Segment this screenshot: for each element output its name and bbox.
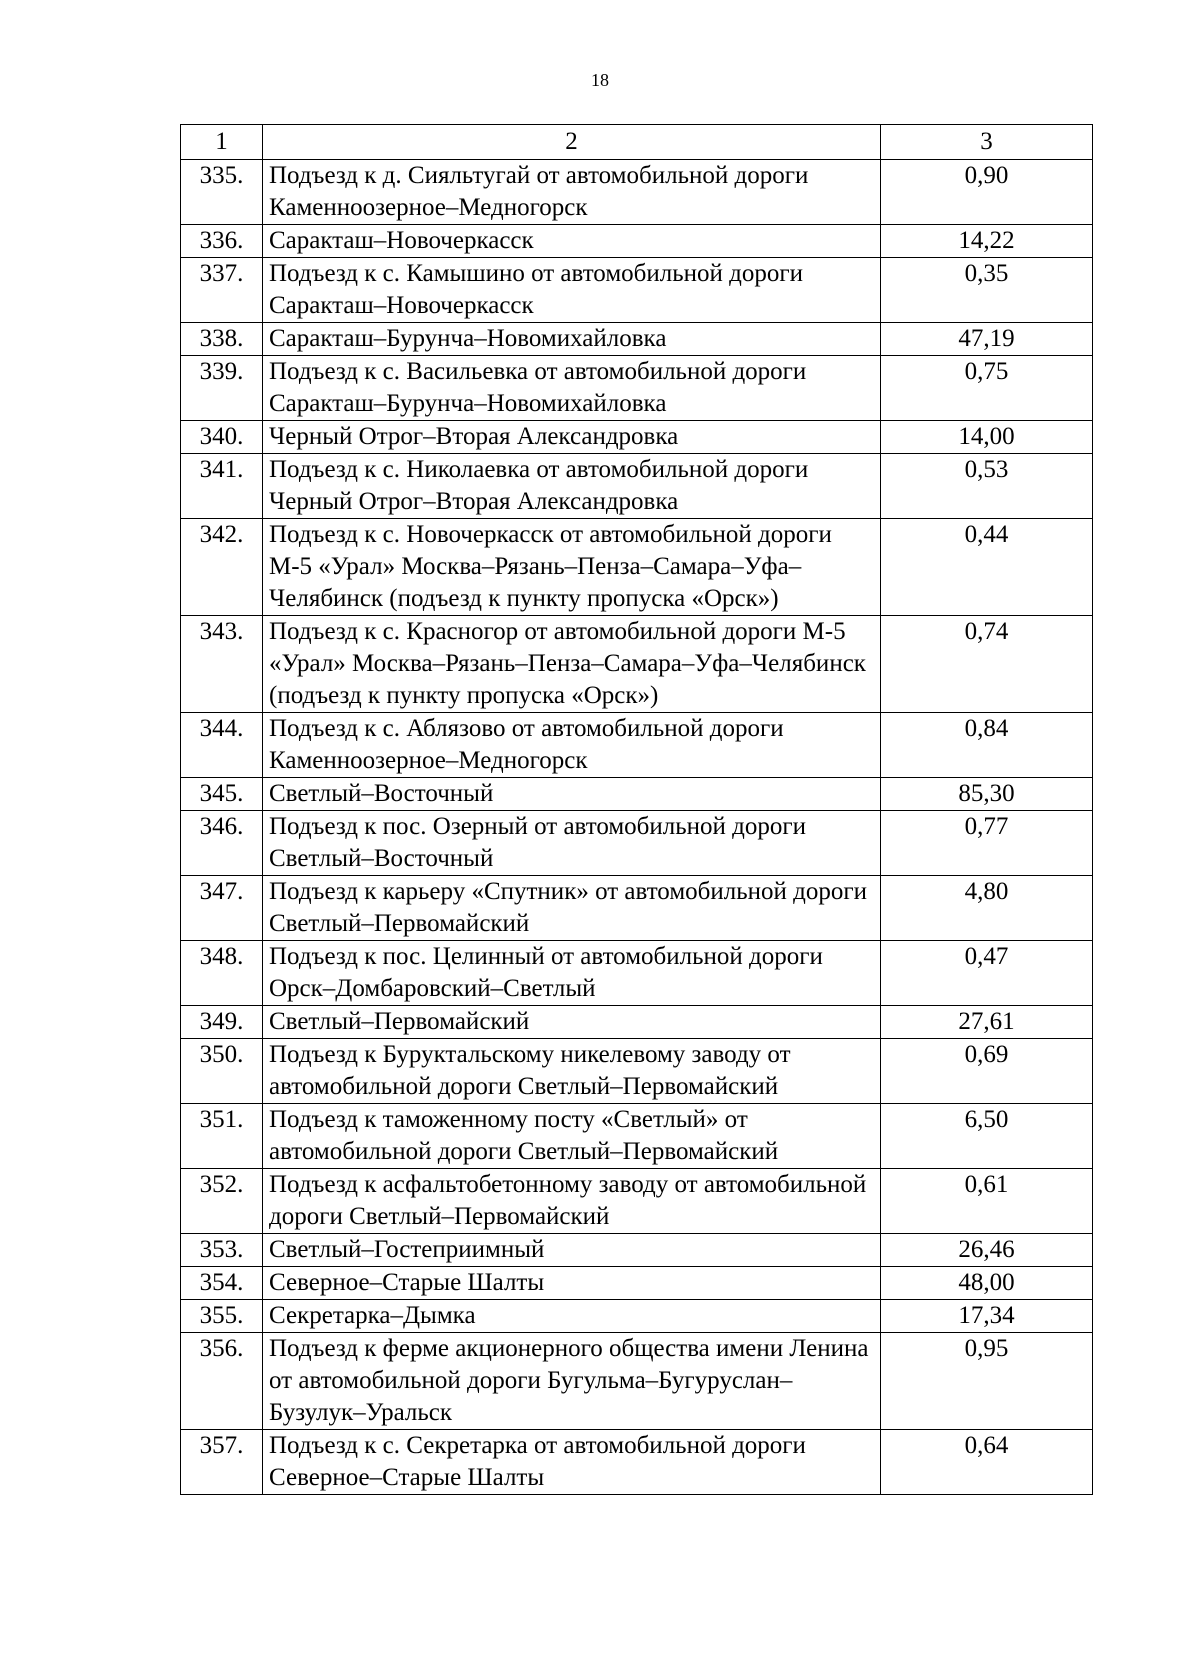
road-length: 6,50 (881, 1104, 1093, 1169)
road-name: Подъезд к с. Камышино от автомобильной дороги Саракташ–Новочеркасск (263, 258, 881, 323)
road-name: Подъезд к с. Николаевка от автомобильной дороги Черный Отрог–Вторая Александровка (263, 454, 881, 519)
row-number: 351. (181, 1104, 263, 1169)
road-name: Подъезд к с. Васильевка от автомобильной дороги Саракташ–Бурунча–Новомихайловка (263, 356, 881, 421)
header-col-2: 2 (263, 125, 881, 160)
table-row (181, 1104, 1093, 1169)
row-number: 344. (181, 713, 263, 778)
table-row (181, 1333, 1093, 1430)
road-name: Саракташ–Новочеркасск (263, 225, 881, 258)
row-number: 354. (181, 1267, 263, 1300)
road-length: 0,47 (881, 941, 1093, 1006)
row-number: 353. (181, 1234, 263, 1267)
table-row (181, 1430, 1093, 1495)
road-name: Подъезд к д. Сияльтугай от автомобильной дороги Каменноозерное–Медногорск (263, 160, 881, 225)
road-name: Подъезд к асфальтобетонному заводу от автомобильной дороги Светлый–Первомайский (263, 1169, 881, 1234)
table-row (181, 778, 1093, 811)
header-col-1: 1 (181, 125, 263, 160)
row-number: 340. (181, 421, 263, 454)
road-length: 27,61 (881, 1006, 1093, 1039)
road-name: Северное–Старые Шалты (263, 1267, 881, 1300)
road-length: 0,77 (881, 811, 1093, 876)
road-length: 14,00 (881, 421, 1093, 454)
header-col-3: 3 (881, 125, 1093, 160)
row-number: 337. (181, 258, 263, 323)
road-name: Подъезд к с. Красногор от автомобильной дороги М-5 «Урал» Москва–Рязань–Пенза–Самара–Уфа–Челябинск (подъезд к пункту пропуска «Орск») (263, 616, 881, 713)
table-row (181, 1267, 1093, 1300)
row-number: 350. (181, 1039, 263, 1104)
road-name: Подъезд к пос. Озерный от автомобильной дороги Светлый–Восточный (263, 811, 881, 876)
road-name: Светлый–Восточный (263, 778, 881, 811)
table-row (181, 421, 1093, 454)
table-row (181, 941, 1093, 1006)
table-row (181, 356, 1093, 421)
road-length: 0,95 (881, 1333, 1093, 1430)
table-row (181, 323, 1093, 356)
row-number: 356. (181, 1333, 263, 1430)
table-row (181, 1300, 1093, 1333)
road-name: Подъезд к карьеру «Спутник» от автомобильной дороги Светлый–Первомайский (263, 876, 881, 941)
row-number: 346. (181, 811, 263, 876)
row-number: 342. (181, 519, 263, 616)
table-row (181, 1006, 1093, 1039)
row-number: 336. (181, 225, 263, 258)
table-row (181, 258, 1093, 323)
road-length: 14,22 (881, 225, 1093, 258)
row-number: 347. (181, 876, 263, 941)
table-header (181, 125, 1093, 160)
table-row (181, 160, 1093, 225)
road-length: 47,19 (881, 323, 1093, 356)
row-number: 345. (181, 778, 263, 811)
road-name: Подъезд к ферме акционерного общества имени Ленина от автомобильной дороги Бугульма–Бугуруслан–Бузулук–Уральск (263, 1333, 881, 1430)
road-name: Саракташ–Бурунча–Новомихайловка (263, 323, 881, 356)
road-length: 0,61 (881, 1169, 1093, 1234)
header-row (181, 125, 1093, 160)
road-name: Подъезд к пос. Целинный от автомобильной дороги Орск–Домбаровский–Светлый (263, 941, 881, 1006)
row-number: 339. (181, 356, 263, 421)
road-length: 0,53 (881, 454, 1093, 519)
road-length: 0,44 (881, 519, 1093, 616)
row-number: 349. (181, 1006, 263, 1039)
table-body (181, 160, 1093, 1495)
row-number: 335. (181, 160, 263, 225)
road-length: 0,84 (881, 713, 1093, 778)
table-row (181, 225, 1093, 258)
road-name: Светлый–Первомайский (263, 1006, 881, 1039)
table-row (181, 454, 1093, 519)
road-name: Черный Отрог–Вторая Александровка (263, 421, 881, 454)
table-row (181, 1039, 1093, 1104)
road-length: 48,00 (881, 1267, 1093, 1300)
row-number: 348. (181, 941, 263, 1006)
row-number: 357. (181, 1430, 263, 1495)
road-name: Секретарка–Дымка (263, 1300, 881, 1333)
road-length: 0,75 (881, 356, 1093, 421)
table-row (181, 616, 1093, 713)
row-number: 343. (181, 616, 263, 713)
road-length: 0,35 (881, 258, 1093, 323)
road-length: 26,46 (881, 1234, 1093, 1267)
road-length: 17,34 (881, 1300, 1093, 1333)
row-number: 341. (181, 454, 263, 519)
table-row (181, 1169, 1093, 1234)
row-number: 355. (181, 1300, 263, 1333)
road-length: 85,30 (881, 778, 1093, 811)
road-length: 0,64 (881, 1430, 1093, 1495)
road-name: Подъезд к с. Секретарка от автомобильной дороги Северное–Старые Шалты (263, 1430, 881, 1495)
table-row (181, 1234, 1093, 1267)
road-length: 0,74 (881, 616, 1093, 713)
table-row (181, 876, 1093, 941)
road-name: Подъезд к Буруктальскому никелевому заводу от автомобильной дороги Светлый–Первомайский (263, 1039, 881, 1104)
table-row (181, 811, 1093, 876)
table-row (181, 713, 1093, 778)
page-number: 18 (591, 70, 609, 90)
road-name: Подъезд к таможенному посту «Светлый» от автомобильной дороги Светлый–Первомайский (263, 1104, 881, 1169)
road-name: Светлый–Гостеприимный (263, 1234, 881, 1267)
road-length: 4,80 (881, 876, 1093, 941)
road-name: Подъезд к с. Новочеркасск от автомобильной дороги М-5 «Урал» Москва–Рязань–Пенза–Самара–Уфа–Челябинск (подъезд к пункту пропуска «Орск») (263, 519, 881, 616)
roads-table (180, 124, 1093, 1495)
row-number: 338. (181, 323, 263, 356)
road-name: Подъезд к с. Аблязово от автомобильной дороги Каменноозерное–Медногорск (263, 713, 881, 778)
table-row (181, 519, 1093, 616)
row-number: 352. (181, 1169, 263, 1234)
road-length: 0,69 (881, 1039, 1093, 1104)
road-length: 0,90 (881, 160, 1093, 225)
